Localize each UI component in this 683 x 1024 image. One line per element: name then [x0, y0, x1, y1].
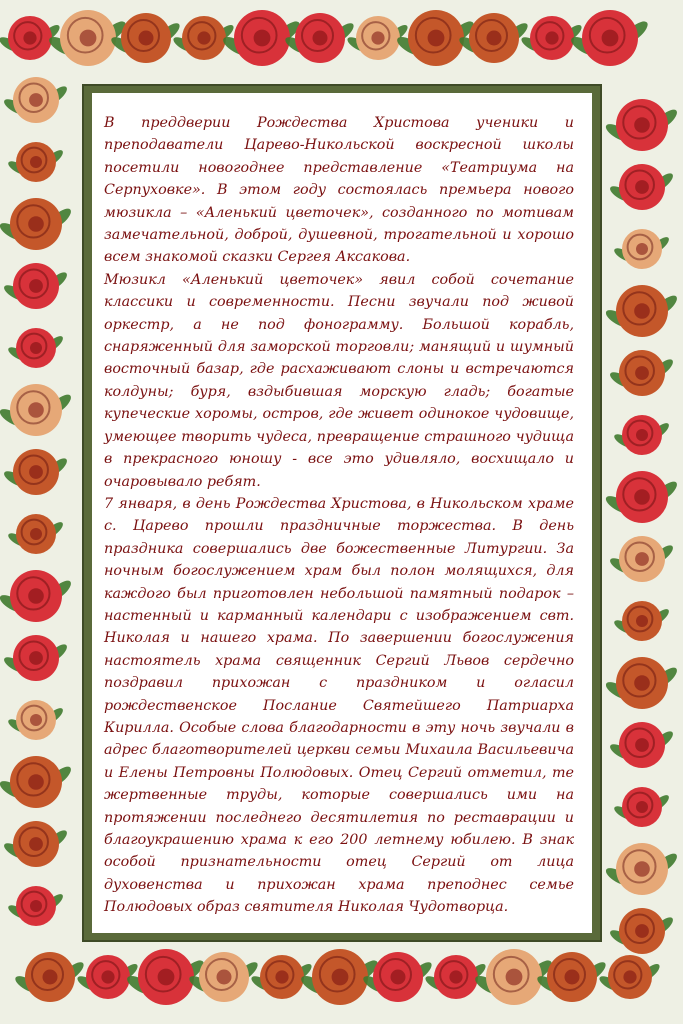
rose-ornament	[582, 10, 638, 66]
rose-ornament	[486, 949, 542, 1005]
rose-ornament	[16, 700, 56, 740]
paragraph-1: В преддверии Рождества Христова ученики и преподаватели Царево-Никольской воскресной школы посетили новогоднее представление «Театриума на Серпуховке». В этом году состоялась премьера нового мюзикла – «Аленький цветочек», созданного по мотивам замечательной, доброй, душевной, трогательной и хорошо всем знакомой сказки Сергея Аксакова.	[104, 115, 574, 266]
rose-ornament	[469, 13, 519, 63]
rose-ornament	[138, 949, 194, 1005]
rose-ornament	[434, 955, 478, 999]
rose-ornament	[13, 635, 59, 681]
paragraph-2: Мюзикл «Аленький цветочек» явил собой сочетание классики и современности. Песни звучали под живой оркестр, а не под фонограмму. Большой корабль, снаряженный для заморской торговли; манящий и шумный восточный базар, где расхаживают слоны и встречаются колдуны; буря, вздыбившая морскую гладь; богатые купеческие хоромы, остров, где живет одинокое чудовище, умеющее творить чудеса, превращение страшного чудища в прекрасного юношу - все это удивляло, восхищало и очаровывало ребят.	[104, 271, 574, 490]
rose-ornament	[616, 657, 668, 709]
rose-ornament	[16, 328, 56, 368]
rose-ornament	[619, 722, 665, 768]
rose-ornament	[13, 77, 59, 123]
rose-ornament	[13, 449, 59, 495]
rose-ornament	[408, 10, 464, 66]
rose-ornament	[622, 415, 662, 455]
rose-ornament	[199, 952, 249, 1002]
rose-ornament	[10, 384, 62, 436]
rose-ornament	[619, 536, 665, 582]
article-text	[104, 112, 574, 932]
rose-ornament	[547, 952, 597, 1002]
rose-ornament	[616, 285, 668, 337]
rose-ornament	[312, 949, 368, 1005]
rose-ornament	[619, 164, 665, 210]
rose-ornament	[13, 263, 59, 309]
rose-ornament	[10, 570, 62, 622]
rose-ornament	[182, 16, 226, 60]
rose-ornament	[16, 142, 56, 182]
rose-ornament	[616, 843, 668, 895]
rose-ornament	[86, 955, 130, 999]
rose-ornament	[10, 756, 62, 808]
rose-ornament	[25, 952, 75, 1002]
rose-ornament	[373, 952, 423, 1002]
rose-ornament	[8, 16, 52, 60]
rose-ornament	[619, 350, 665, 396]
rose-ornament	[616, 471, 668, 523]
rose-ornament	[234, 10, 290, 66]
rose-ornament	[622, 787, 662, 827]
rose-ornament	[13, 821, 59, 867]
rose-ornament	[356, 16, 400, 60]
rose-ornament	[16, 886, 56, 926]
rose-ornament	[10, 198, 62, 250]
rose-ornament	[530, 16, 574, 60]
rose-ornament	[616, 99, 668, 151]
rose-ornament	[121, 13, 171, 63]
rose-ornament	[295, 13, 345, 63]
rose-ornament	[622, 601, 662, 641]
rose-ornament	[622, 229, 662, 269]
rose-ornament	[260, 955, 304, 999]
paragraph-3: 7 января, в день Рождества Христова, в Никольском храме с. Царево прошли праздничные торжества. В день праздника совершались две божественные Литургии. За ночным богослужением храм был полон молящихся, для каждого был приготовлен небольшой памятный подарок – настенный и карманный календари с изображением свт. Николая и нашего храма. По завершении богослужения настоятель храма священник Сергий Львов сердечно поздравил прихожан с праздником и огласил рождественское Послание Святейшего Патриарха Кирилла. Особые слова благодарности в эту ночь звучали в адрес благотворителей церкви семьи Михаила Васильевича и Елены Петровны Полюдовых. Отец Сергий отметил, те жертвенные труды, которые совершались ими на протяжении последнего десятилетия по реставрации и благоукрашению храма к его 200 летнему юбилею. В знак особой признательности отец Сергий от лица духовенства и прихожан храма преподнес семье Полюдовых образ святителя Николая Чудотворца.	[104, 495, 574, 916]
rose-ornament	[619, 908, 665, 954]
rose-ornament	[608, 955, 652, 999]
rose-ornament	[60, 10, 116, 66]
rose-ornament	[16, 514, 56, 554]
